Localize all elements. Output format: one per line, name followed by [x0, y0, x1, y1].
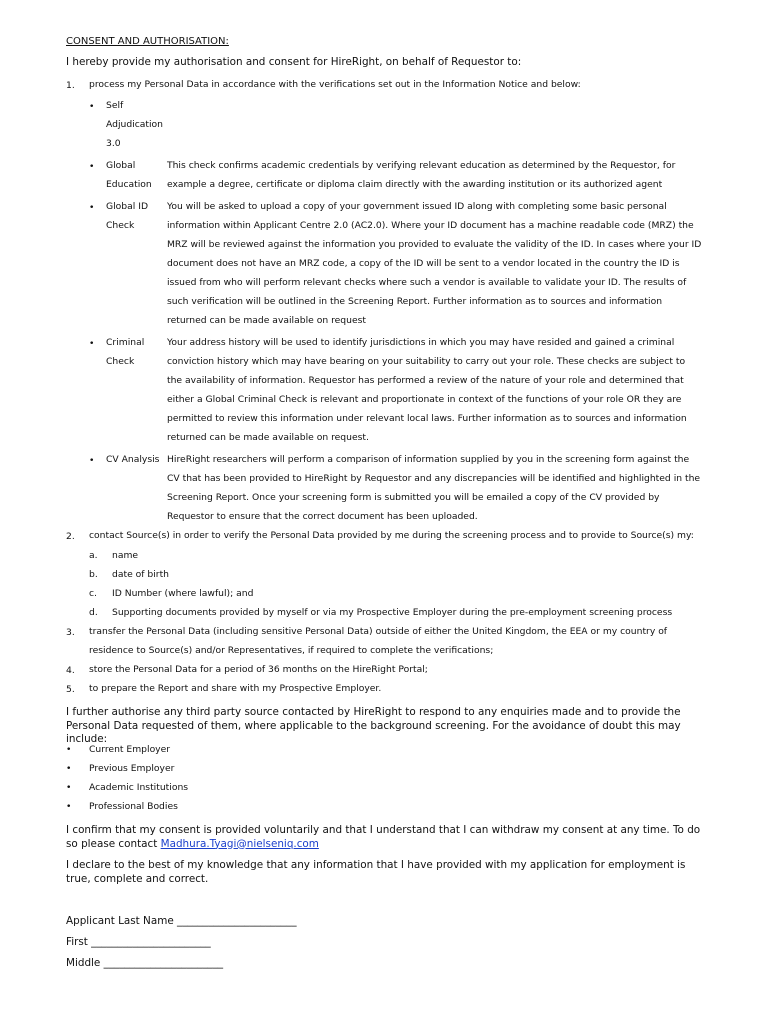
item-text: to prepare the Report and share with my Prospective Employer.: [89, 683, 382, 694]
item-text: process my Personal Data in accordance with the verifications set out in the Information Notice and below:: [89, 79, 581, 90]
check-name: Criminal Check: [106, 337, 145, 367]
bullet: •: [66, 801, 72, 812]
item-number: 2.: [66, 531, 75, 542]
sub-letter: c.: [89, 588, 97, 599]
item-text: store the Personal Data for a period of 36 months on the HireRight Portal;: [89, 664, 428, 675]
bullet: •: [89, 338, 95, 349]
item-number: 1.: [66, 80, 75, 91]
sub-text: Supporting documents provided by myself or via my Prospective Employer during the pre-employment screening process: [112, 607, 673, 618]
item-text: contact Source(s) in order to verify the Personal Data provided by me during the screening process and to provide to Source(s) my:: [89, 530, 694, 541]
item-number: 5.: [66, 684, 75, 695]
sub-text: ID Number (where lawful); and: [112, 588, 254, 599]
check-description: HireRight researchers will perform a comparison of information supplied by you in the screening form against the CV that has been provided to HireRight by Requestor and any discrepancies will be identified and highlighted in the Screening Report. Once your screening form is submitted you will be emailed a copy of the CV provided by Requestor to ensure that the correct document has been uploaded.: [167, 454, 701, 522]
sub-letter: d.: [89, 607, 98, 618]
bullet: •: [89, 455, 95, 466]
check-description: You will be asked to upload a copy of your government issued ID along with completing some basic personal information within Applicant Centre 2.0 (AC2.0). Where your ID document has a machine readable code (MRZ) the MRZ will be reviewed against the information you provided to evaluate the validity of the ID. In cases where your ID document does not have an MRZ code, a copy of the ID will be sent to a vendor located in the country the ID is issued from who will perform relevant checks where such a vendor is available to validate your ID. The results of such verification will be outlined in the Screening Report. Further information as to sources and information returned can be made available on request: [167, 201, 702, 326]
bullet: •: [66, 763, 72, 774]
bullet: •: [89, 161, 95, 172]
bullet: •: [89, 202, 95, 213]
intro-paragraph: I hereby provide my authorisation and consent for HireRight, on behalf of Requestor to:: [66, 56, 522, 68]
source-item: Previous Employer: [89, 763, 175, 774]
item-number: 3.: [66, 627, 75, 638]
check-name: CV Analysis: [106, 454, 160, 465]
declaration-paragraph: I declare to the best of my knowledge that any information that I have provided with my application for employment is true, complete and correct.: [66, 859, 686, 885]
item-text: transfer the Personal Data (including sensitive Personal Data) outside of either the United Kingdom, the EEA or my country of residence to Source(s) and/or Representatives, if required to complete the verifications;: [89, 626, 668, 656]
section-heading: CONSENT AND AUTHORISATION:: [66, 36, 229, 47]
bullet: •: [66, 782, 72, 793]
check-name: Self Adjudication 3.0: [106, 100, 163, 149]
source-item: Current Employer: [89, 744, 171, 755]
item-number: 4.: [66, 665, 75, 676]
source-item: Professional Bodies: [89, 801, 178, 812]
sub-letter: b.: [89, 569, 98, 580]
bullet: •: [66, 744, 72, 755]
check-name: Global ID Check: [106, 201, 149, 231]
check-description: This check confirms academic credentials by verifying relevant education as determined by the Requestor, for example a degree, certificate or diploma claim directly with the awarding institution or its authorized agent: [167, 160, 676, 190]
contact-email-link[interactable]: Madhura.Tyagi@nielseniq.com: [160, 837, 319, 850]
middle-name-field: Middle _______________________: [66, 957, 224, 969]
authorise-paragraph: I further authorise any third party source contacted by HireRight to respond to any enquiries made and to provide the Personal Data requested of them, where applicable to the background screening. For the avoidance of doubt this may include:: [66, 706, 681, 745]
sub-letter: a.: [89, 550, 98, 561]
check-name: Global Education: [106, 160, 152, 190]
last-name-field: Applicant Last Name _______________________: [66, 915, 297, 927]
check-description: Your address history will be used to identify jurisdictions in which you may have resided and gained a criminal conviction history which may have bearing on your suitability to carry out your role. These checks are subject to the availability of information. Requestor has performed a review of the nature of your role and determined that either a Global Criminal Check is relevant and proportionate in context of the functions of your role OR they are permitted to review this information under relevant local laws. Further information as to sources and information returned can be made available on request.: [167, 337, 687, 443]
sub-text: date of birth: [112, 569, 170, 580]
sub-text: name: [112, 550, 139, 561]
first-name-field: First _______________________: [66, 936, 211, 948]
source-item: Academic Institutions: [89, 782, 189, 793]
bullet: •: [89, 101, 95, 112]
consent-paragraph: I confirm that my consent is provided voluntarily and that I understand that I can withdraw my consent at any time. To do so please contact Madhura.Tyagi@nielseniq.com: [66, 824, 701, 850]
